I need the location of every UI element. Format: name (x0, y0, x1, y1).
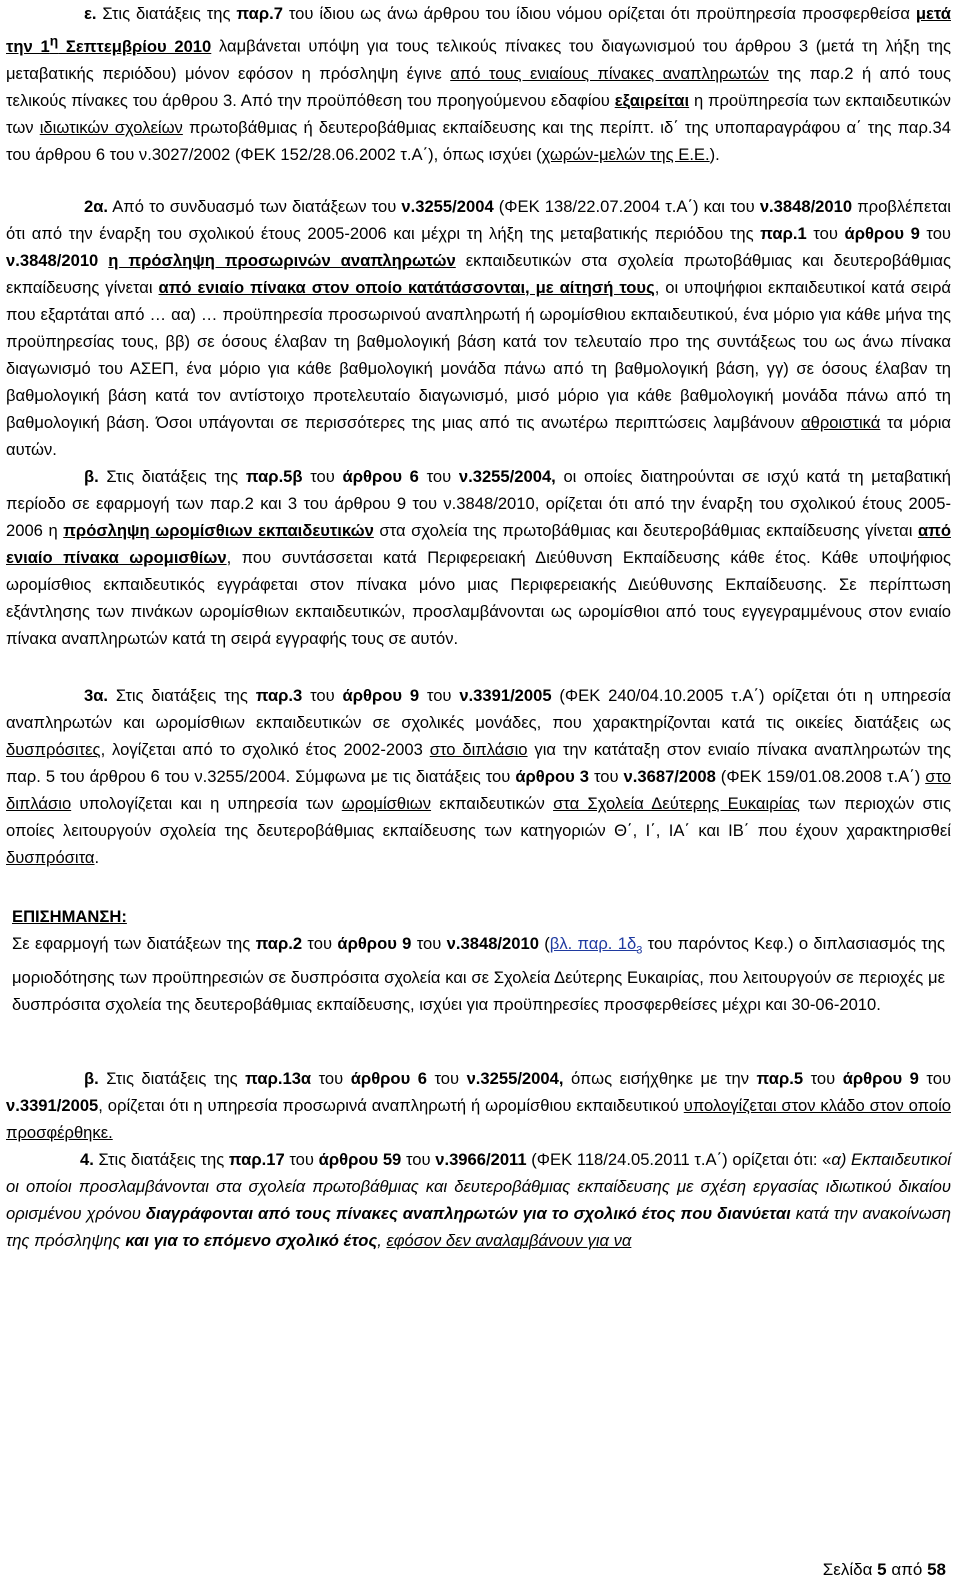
text: Σεπτεμβρίου 2010 (58, 36, 212, 56)
text-bold: άρθρου 6 (350, 1068, 427, 1088)
text-bold: άρθρου 9 (337, 933, 412, 953)
text: μετά την 1 (6, 4, 951, 56)
text: του (411, 933, 447, 953)
text-bold: ν.3848/2010 (446, 933, 539, 953)
text-bold: άρθρου 6 (342, 466, 419, 486)
text: του (302, 933, 338, 953)
text: ). (709, 144, 720, 164)
text-bold: ν.3255/2004, (458, 466, 556, 486)
text: προβλέπεται ότι από την έναρξη του σχολικού έτους 2005-2006 και μέχρι τη λήξη της μεταβατικής περιόδου της (6, 196, 951, 243)
note-heading: ΕΠΙΣΗΜΑΝΣΗ: (12, 906, 127, 926)
text-italic: , (377, 1230, 387, 1250)
text-bold: παρ.5 (756, 1068, 804, 1088)
text-bold: παρ.3 (255, 685, 303, 705)
page-footer (823, 1560, 946, 1580)
spacer (6, 168, 951, 193)
text-underlined: ωρομίσθιων (341, 793, 432, 813)
text: , ορίζεται ότι η υπηρεσία προσωρινά αναπληρωτή ή ωρομίσθιου εκπαιδευτικού (98, 1095, 684, 1115)
text-bold: ν.3255/2004 (401, 196, 494, 216)
text: οι οποίες διατηρούνται σε ισχύ κατά τη μεταβατική περίοδο σε εφαρμογή των παρ.2 και 3 του άρθρου 9 του ν.3848/2010, ορίζεται ότι από την έναρξη του σχολικού έτους 2005-2006 η (6, 466, 952, 540)
text-bold: παρ.2 (255, 933, 303, 953)
text: , λογίζεται από το σχολικό έτος 2002-2003 (100, 739, 430, 759)
text-bold: ν.3391/2005 (6, 1095, 99, 1115)
text: του (426, 1068, 467, 1088)
paragraph-b2 (6, 1065, 951, 1146)
text-bold: άρθρου 9 (342, 685, 420, 705)
note-body (12, 930, 945, 1018)
item-marker: β. (84, 466, 99, 486)
text-bold-underlined: από ενιαίο πίνακα στον οποίο κατάτάσσονται, με αίτησή τους (158, 277, 655, 297)
text-bold: παρ.7 (236, 4, 283, 23)
document-page (6, 0, 951, 1254)
note-title (12, 903, 945, 930)
text: του (401, 1149, 436, 1169)
text-italic-underlined: εφόσον δεν αναλαμβάνουν για να (386, 1230, 632, 1250)
page-label: Σελίδα (822, 1560, 878, 1579)
text: του (311, 1068, 351, 1088)
text: του ίδιου ως άνω άρθρου του ίδιου νόμου ορίζεται ότι προϋπηρεσία προσφερθείσα (282, 4, 916, 23)
text: η προϋπηρεσία των εκπαιδευτικών των (6, 90, 951, 137)
item-marker: 3α. (84, 685, 109, 705)
subscript: 3 (636, 943, 643, 956)
paragraph-2a (6, 193, 951, 463)
text-bold: παρ.5β (245, 466, 303, 486)
text-bold-underlined: από ενιαίο πίνακα ωρομισθίων (6, 520, 951, 567)
text: του (302, 685, 343, 705)
text: . (94, 847, 100, 867)
text: της παρ.2 ή από τους τελικούς πίνακες του άρθρου 3. Από την προϋπόθεση του προηγούμενου εδαφίου (6, 63, 951, 110)
text (98, 251, 108, 270)
item-marker: 4. (80, 1149, 94, 1169)
text: πρωτοβάθμιας ή δευτεροβάθμιας εκπαίδευσης και της περίπτ. ιδ΄ της υποπαραγράφου α΄ της παρ.34 του άρθρου 6 του ν.3027/2002 (ΦΕΚ 152/28.06.2002 τ.Α΄), όπως ισχύει ( (6, 117, 951, 164)
text: του παρόντος Κεφ.) ο διπλασιασμός της μοριοδότησης των προϋπηρεσιών σε δυσπρόσιτα σχολεία και σε Σχολεία Δεύτερης Ευκαιρίας, που λειτουργούν σε περιοχές με δυσπρόσιτα σχολεία της δευτεροβάθμιας εκπαίδευσης, ισχύει για προϋπηρεσίες προσφερθείσες μέχρι και 30-06-2010. (12, 933, 946, 1014)
text: (ΦΕΚ 240/04.10.2005 τ.Α΄) ορίζεται ότι η υπηρεσία αναπληρωτών και ωρομίσθιων εκπαιδευτικών σε σχολικές μονάδες, που χαρακτηρίζονται κατά τις οικείες διατάξεις ως (6, 685, 952, 732)
text: του (589, 766, 624, 786)
text: στα σχολεία της πρωτοβάθμιας και δευτεροβάθμιας εκπαίδευσης γίνεται (373, 520, 918, 540)
text-bold-underlined: πρόσληψη ωρομίσθιων εκπαιδευτικών (63, 520, 374, 540)
text-bold: παρ.13α (245, 1068, 312, 1088)
text-bold: ν.3255/2004, (466, 1068, 564, 1088)
text-bold: ν.3966/2011 (435, 1149, 527, 1169)
text: Στις διατάξεις της (98, 1068, 246, 1088)
page-number: 5 (877, 1560, 887, 1579)
text: λαμβάνεται υπόψη για τους τελικούς πίνακες του διαγωνισμού του άρθρου 3 (μετά τη λήξη της μεταβατικής περιόδου) μόνον εφόσον η πρόσληψη έγινε (6, 36, 952, 83)
text: υπολογίζεται και η υπηρεσία των (71, 793, 342, 813)
text: του (918, 1068, 952, 1088)
paragraph-3a (6, 682, 951, 871)
superscript: η (49, 32, 59, 48)
page-total: 58 (927, 1560, 946, 1579)
text-bold: ν.3848/2010 (6, 250, 99, 270)
text: του (418, 466, 459, 486)
text: του (919, 223, 952, 243)
text-bold: παρ.17 (228, 1149, 285, 1169)
text-bold: άρθρου 9 (842, 1068, 919, 1088)
item-marker: β. (84, 1068, 99, 1088)
text: του (419, 685, 460, 705)
text-underlined: δυσπρόσιτες (6, 739, 101, 759)
text: Στις διατάξεις της (98, 466, 246, 486)
text: (ΦΕΚ 118/24.05.2011 τ.Α΄) ορίζεται ότι: « (526, 1149, 832, 1169)
spacer (6, 652, 951, 682)
text: τα μόρια αυτών. (6, 412, 951, 459)
text-italic: α) Εκπαιδευτικοί οι οποίοι προσλαμβάνονται στα σχολεία πρωτοβάθμιας και δευτεροβάθμιας εκπαίδευσης με σχέση εργασίας ιδιωτικού δικαίου ορισμένου χρόνου (6, 1149, 951, 1223)
spacer (6, 1020, 951, 1065)
text-underlined: αθροιστικά (801, 412, 881, 432)
text-italic: κατά την ανακοίνωση της πρόσληψης (6, 1203, 951, 1250)
text: Σε εφαρμογή των διατάξεων της (12, 933, 256, 953)
text: Στις διατάξεις της (96, 4, 237, 23)
text: του (302, 466, 343, 486)
text: (ΦΕΚ 138/22.07.2004 τ.Α΄) και του (493, 196, 760, 216)
text-underlined: υπολογίζεται στον κλάδο στον οποίο προσφέρθηκε. (6, 1095, 951, 1142)
text-underlined: από τους ενιαίους πίνακες αναπληρωτών (450, 63, 769, 83)
text-underlined: χωρών-μελών της Ε.Ε. (541, 144, 710, 164)
text-underlined: δυσπρόσιτα (6, 847, 95, 867)
text: εκπαιδευτικών (431, 793, 554, 813)
text-bold: άρθρου 3 (515, 766, 589, 786)
text-underlined: στο διπλάσιο (429, 739, 528, 759)
text-underlined: στο διπλάσιο (6, 766, 951, 813)
spacer (6, 871, 951, 901)
text-bold-italic: διαγράφονται από τους πίνακες αναπληρωτών για το σχολικό έτος που διανύεται (145, 1203, 791, 1223)
paragraph-e (6, 0, 951, 168)
text: ( (538, 933, 550, 953)
text-bold-underlined: εξαιρείται (614, 90, 690, 110)
text-bold: ν.3687/2008 (623, 766, 716, 786)
item-marker: ε. (84, 4, 97, 23)
text-bold: παρ.1 (760, 223, 807, 243)
text: των περιοχών στις οποίες λειτουργούν σχολεία της δευτεροβάθμιας εκπαίδευσης των κατηγοριών Θ΄, Ι΄, ΙΑ΄ και ΙΒ΄ που έχουν χαρακτηρισθεί (6, 793, 951, 840)
text: για την κατάταξη στον ενιαίο πίνακα αναπληρωτών της παρ. 5 του άρθρου 6 του ν.3255/2004. Σύμφωνα με τις διατάξεις του (6, 739, 952, 786)
text-underlined: ιδιωτικών σχολείων (39, 117, 183, 137)
text-bold: άρθρου 59 (318, 1149, 402, 1169)
cross-reference-link[interactable] (549, 933, 643, 956)
text: του (284, 1149, 319, 1169)
text-underlined: στα Σχολεία Δεύτερης Ευκαιρίας (553, 793, 800, 813)
note-box (6, 901, 951, 1020)
text: , οι υποψήφιοι εκπαιδευτικοί κατά σειρά που εξαρτάται από … αα) … προϋπηρεσία προσωρινού αναπληρωτή ή ωρομίσθιου εκπαιδευτικού, ένα μόριο για κάθε μήνα της προϋπηρεσίας τους, ββ) σε όσους έλαβαν τη βαθμολογική βάση κατά τον τελευταίο προ της συντάξεως του ως άνω πίνακα διαγωνισμό του ΑΣΕΠ, ένα μόριο για κάθε βαθμολογική μονάδα πάνω από τη βαθμολογική βάση, γγ) σε όσους έλαβαν τη βαθμολογική βάση κατά τον αντίστοιχο προτελευταίο διαγωνισμό, μισό μόριο για κάθε βαθμολογική μονάδα πάνω από τη βαθμολογική βάση. Όσοι υπάγονται σε περισσότερες της μιας από τις ανωτέρω περιπτώσεις λαμβάνουν (6, 277, 951, 432)
text-bold: ν.3848/2010 (759, 196, 853, 216)
text-bold: άρθρου 9 (844, 223, 920, 243)
item-marker: 2α. (84, 196, 109, 216)
text: (ΦΕΚ 159/01.08.2008 τ.Α΄) (715, 766, 926, 786)
text: όπως εισήχθηκε με την (563, 1068, 757, 1088)
text: εκπαιδευτικών στα σχολεία πρωτοβάθμιας και δευτεροβάθμιας εκπαίδευσης γίνεται (6, 250, 951, 297)
text-bold-italic: και για το επόμενο σχολικό έτος (125, 1230, 378, 1250)
text: του (806, 223, 845, 243)
page-of: από (886, 1560, 928, 1579)
paragraph-b1 (6, 463, 951, 652)
text-bold-underlined: η πρόσληψη προσωρινών αναπληρωτών (108, 250, 456, 270)
text: Στις διατάξεις της (93, 1149, 229, 1169)
paragraph-4 (6, 1146, 951, 1254)
text: Στις διατάξεις της (108, 685, 256, 705)
text: , που συντάσσεται κατά Περιφερειακή Διεύθυνση Εκπαίδευσης κάθε έτος. Κάθε υποψήφιος ωρομίσθιος εκπαιδευτικός εγγράφεται στον πίνακα μόνο μιας Περιφερειακής Διεύθυνσης Εκπαίδευσης. Σε περίπτωση εξάντλησης των πινάκων ωρομίσθιων εκπαιδευτικών, προσλαμβάνονται ως ωρομίσθιοι από τους εγγεγραμμένους στον ενιαίο πίνακα αναπληρωτών κατά τη σειρά εγγραφής τους σε αυτόν. (6, 547, 952, 648)
text: του (803, 1068, 843, 1088)
link-text: βλ. παρ. 1δ (549, 933, 637, 953)
text-bold: ν.3391/2005 (459, 685, 552, 705)
text: Από το συνδυασμό των διατάξεων του (108, 196, 402, 216)
